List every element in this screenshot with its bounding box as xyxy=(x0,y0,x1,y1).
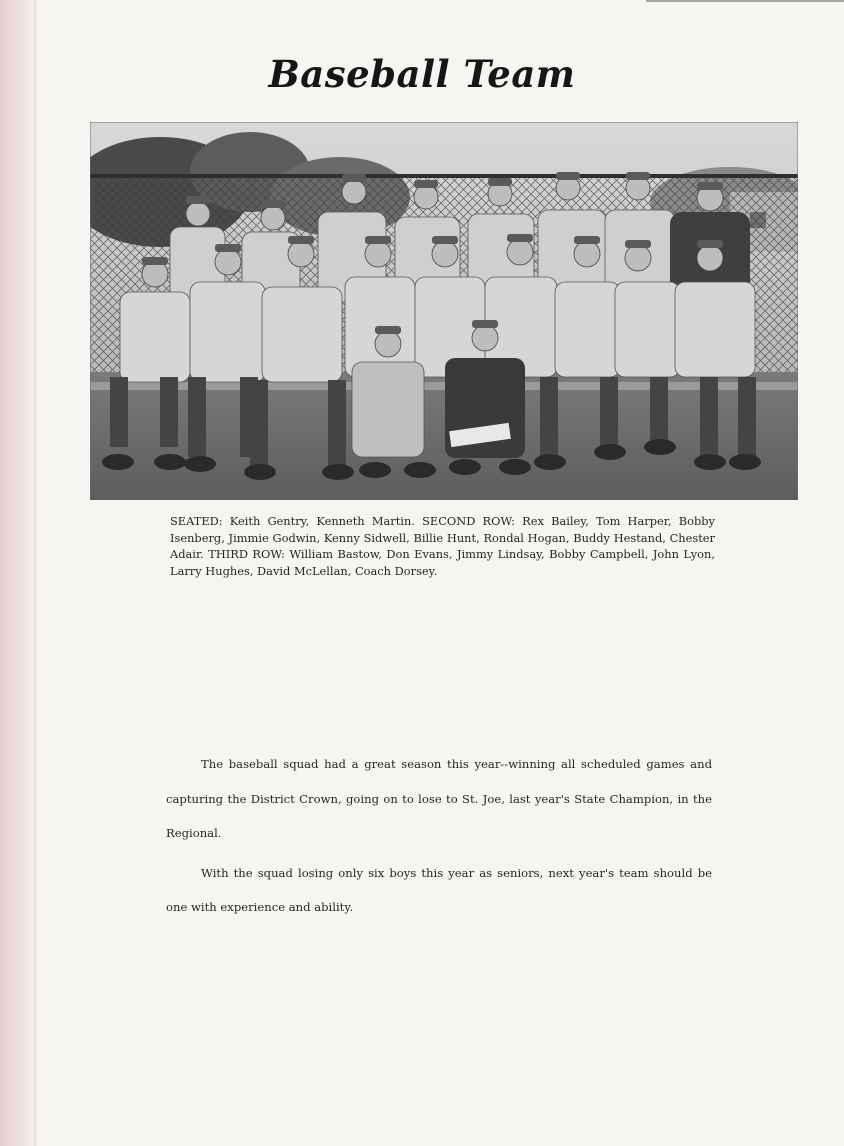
paragraph-1-text: The baseball squad had a great season this year--winning all scheduled games and capturing the District Crown, going on to lose to St. Joe, last year's State Champion, in the Regional. xyxy=(166,757,712,840)
team-photo xyxy=(90,122,798,500)
paragraph-1 xyxy=(166,747,712,851)
page-title: Baseball Team xyxy=(268,52,576,96)
team-photo-image xyxy=(90,122,798,500)
top-edge-rule xyxy=(646,0,844,2)
article-body xyxy=(166,747,712,925)
photo-caption: SEATED: Keith Gentry, Kenneth Martin. SECOND ROW: Rex Bailey, Tom Harper, Bobby Isenberg, Jimmie Godwin, Kenny Sidwell, Billie Hunt, Rondal Hogan, Buddy Hestand, Chester Adair. THIRD ROW: William Bastow, Don Evans, Jimmy Lindsay, Bobby Campbell, John Lyon, Larry Hughes, David McLellan, Coach Dorsey. xyxy=(170,514,715,578)
binding-shadow xyxy=(34,0,38,1146)
paragraph-2-text: With the squad losing only six boys this year as seniors, next year's team should be one with experience and ability. xyxy=(166,865,712,914)
paragraph-2 xyxy=(166,856,712,925)
page-binding xyxy=(0,0,34,1146)
